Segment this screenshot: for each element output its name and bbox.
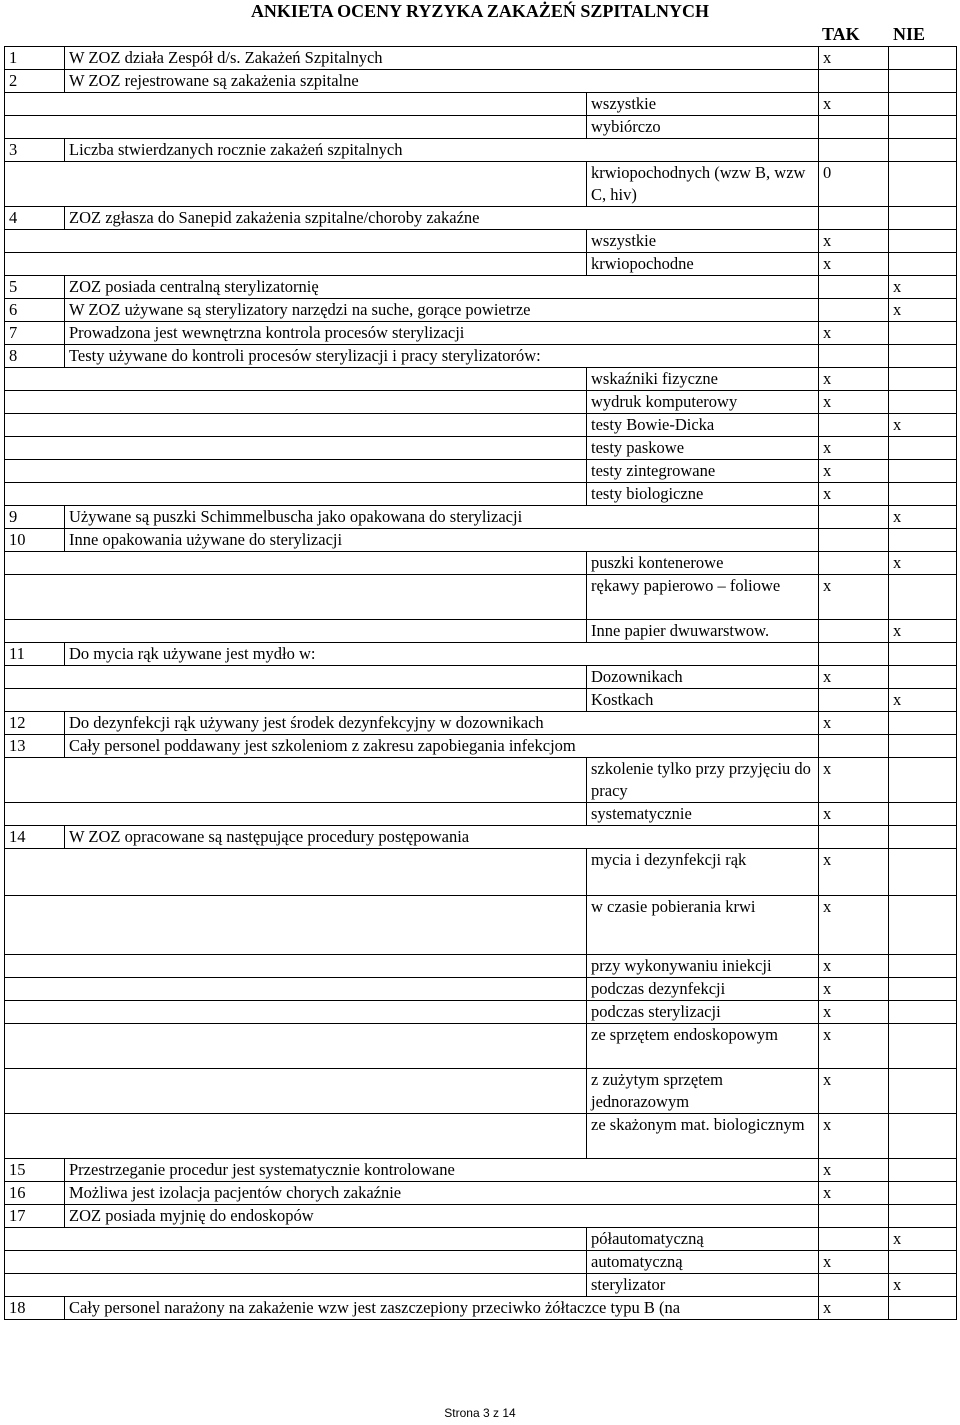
question-number: 18 [5, 1297, 65, 1320]
answer-tak [819, 643, 889, 666]
answer-nie [889, 803, 957, 826]
answer-nie [889, 1024, 957, 1069]
sub-option-label: testy biologiczne [587, 483, 819, 506]
question-number: 1 [5, 47, 65, 70]
question-row [5, 643, 957, 666]
sub-option-label: ze sprzętem endoskopowym [587, 1024, 819, 1069]
document-title: ANKIETA OCENY RYZYKA ZAKAŻEŃ SZPITALNYCH [250, 1, 710, 21]
answer-nie [889, 1114, 957, 1159]
question-row [5, 1159, 957, 1182]
sub-option-row [5, 230, 957, 253]
answer-tak: x [819, 1182, 889, 1205]
answer-nie: x [889, 276, 957, 299]
answer-tak: x [819, 1297, 889, 1320]
sub-option-row [5, 253, 957, 276]
answer-nie [889, 1001, 957, 1024]
question-row [5, 207, 957, 230]
answer-nie [889, 643, 957, 666]
question-number: 17 [5, 1205, 65, 1228]
question-number: 12 [5, 712, 65, 735]
sub-option-row [5, 978, 957, 1001]
sub-option-row [5, 162, 957, 207]
answer-tak: x [819, 93, 889, 116]
question-row [5, 139, 957, 162]
answer-tak: x [819, 955, 889, 978]
answer-nie [889, 116, 957, 139]
answer-tak: x [819, 575, 889, 620]
sub-option-label: krwiopochodnych (wzw B, wzw C, hiv) [587, 162, 819, 207]
question-text: Cały personel poddawany jest szkoleniom z zakresu zapobiegania infekcjom [65, 735, 819, 758]
question-number: 15 [5, 1159, 65, 1182]
question-number: 10 [5, 529, 65, 552]
question-row [5, 1182, 957, 1205]
sub-option-label: krwiopochodne [587, 253, 819, 276]
answer-nie [889, 437, 957, 460]
empty-cell [5, 1251, 587, 1274]
answer-nie [889, 162, 957, 207]
sub-option-label: testy paskowe [587, 437, 819, 460]
sub-option-label: wydruk komputerowy [587, 391, 819, 414]
question-number: 13 [5, 735, 65, 758]
answer-tak: x [819, 1251, 889, 1274]
empty-cell [5, 849, 587, 896]
answer-tak: x [819, 1069, 889, 1114]
question-row [5, 47, 957, 70]
answer-nie [889, 666, 957, 689]
sub-option-label: Inne papier dwuwarstwow. [587, 620, 819, 643]
sub-option-label: puszki kontenerowe [587, 552, 819, 575]
empty-cell [5, 896, 587, 955]
sub-option-row [5, 803, 957, 826]
question-row [5, 299, 957, 322]
answer-nie: x [889, 1274, 957, 1297]
sub-option-label: ze skażonym mat. biologicznym [587, 1114, 819, 1159]
empty-cell [5, 1069, 587, 1114]
empty-cell [5, 620, 587, 643]
answer-tak [819, 139, 889, 162]
answer-nie [889, 345, 957, 368]
sub-option-row [5, 1274, 957, 1297]
sub-option-label: szkolenie tylko przy przyjęciu do pracy [587, 758, 819, 803]
question-text: Testy używane do kontroli procesów sterylizacji i pracy sterylizatorów: [65, 345, 819, 368]
answer-tak: x [819, 758, 889, 803]
answer-tak: x [819, 666, 889, 689]
sub-option-row [5, 437, 957, 460]
sub-option-label: z zużytym sprzętem jednorazowym [587, 1069, 819, 1114]
question-number: 5 [5, 276, 65, 299]
sub-option-label: wszystkie [587, 230, 819, 253]
question-number: 14 [5, 826, 65, 849]
sub-option-label: systematycznie [587, 803, 819, 826]
sub-option-row [5, 1024, 957, 1069]
sub-option-label: w czasie pobierania krwi [587, 896, 819, 955]
answer-tak [819, 1205, 889, 1228]
answer-tak [819, 70, 889, 93]
question-text: Przestrzeganie procedur jest systematycznie kontrolowane [65, 1159, 819, 1182]
question-row [5, 735, 957, 758]
answer-nie [889, 253, 957, 276]
answer-tak [819, 689, 889, 712]
question-row [5, 826, 957, 849]
question-text: Cały personel narażony na zakażenie wzw jest zaszczepiony przeciwko żółtaczce typu B (na [65, 1297, 819, 1320]
answer-tak [819, 414, 889, 437]
sub-option-row [5, 93, 957, 116]
question-row [5, 712, 957, 735]
question-number: 4 [5, 207, 65, 230]
sub-option-row [5, 1069, 957, 1114]
question-number: 3 [5, 139, 65, 162]
answer-tak: x [819, 47, 889, 70]
answer-tak [819, 826, 889, 849]
answer-nie [889, 368, 957, 391]
empty-cell [5, 1001, 587, 1024]
sub-option-row [5, 849, 957, 896]
question-text: Liczba stwierdzanych rocznie zakażeń szpitalnych [65, 139, 819, 162]
answer-tak: 0 [819, 162, 889, 207]
question-text: W ZOZ rejestrowane są zakażenia szpitalne [65, 70, 819, 93]
empty-cell [5, 1114, 587, 1159]
answer-nie [889, 758, 957, 803]
answer-nie [889, 955, 957, 978]
sub-option-row [5, 1251, 957, 1274]
sub-option-label: testy Bowie-Dicka [587, 414, 819, 437]
empty-cell [5, 978, 587, 1001]
answer-tak [819, 116, 889, 139]
sub-option-label: wszystkie [587, 93, 819, 116]
question-text: W ZOZ opracowane są następujące procedury postępowania [65, 826, 819, 849]
answer-nie [889, 230, 957, 253]
question-text: Możliwa jest izolacja pacjentów chorych zakaźnie [65, 1182, 819, 1205]
question-number: 8 [5, 345, 65, 368]
empty-cell [5, 666, 587, 689]
empty-cell [5, 552, 587, 575]
answer-nie [889, 1069, 957, 1114]
empty-cell [5, 1024, 587, 1069]
question-text: W ZOZ działa Zespół d/s. Zakażeń Szpitalnych [65, 47, 819, 70]
empty-cell [5, 758, 587, 803]
sub-option-label: sterylizator [587, 1274, 819, 1297]
sub-option-label: Kostkach [587, 689, 819, 712]
answer-tak: x [819, 803, 889, 826]
answer-nie [889, 978, 957, 1001]
answer-nie [889, 1159, 957, 1182]
sub-option-row [5, 896, 957, 955]
answer-tak [819, 345, 889, 368]
answer-nie [889, 139, 957, 162]
answer-tak: x [819, 253, 889, 276]
answer-tak [819, 1228, 889, 1251]
answer-nie [889, 1182, 957, 1205]
sub-option-row [5, 368, 957, 391]
answer-tak [819, 735, 889, 758]
answer-nie [889, 896, 957, 955]
question-text: Używane są puszki Schimmelbuscha jako opakowana do sterylizacji [65, 506, 819, 529]
question-text: Do mycia rąk używane jest mydło w: [65, 643, 819, 666]
empty-cell [5, 575, 587, 620]
sub-option-row [5, 955, 957, 978]
answer-nie [889, 207, 957, 230]
answer-tak: x [819, 1024, 889, 1069]
sub-option-row [5, 391, 957, 414]
empty-cell [5, 414, 587, 437]
question-text: ZOZ zgłasza do Sanepid zakażenia szpitalne/choroby zakaźne [65, 207, 819, 230]
question-row [5, 70, 957, 93]
answer-nie [889, 1205, 957, 1228]
answer-nie [889, 575, 957, 620]
question-text: ZOZ posiada myjnię do endoskopów [65, 1205, 819, 1228]
sub-option-row [5, 116, 957, 139]
sub-option-row [5, 1001, 957, 1024]
sub-option-row [5, 460, 957, 483]
answer-tak [819, 276, 889, 299]
sub-option-label: podczas sterylizacji [587, 1001, 819, 1024]
answer-nie [889, 93, 957, 116]
empty-cell [5, 483, 587, 506]
question-row [5, 276, 957, 299]
answer-nie [889, 1251, 957, 1274]
empty-cell [5, 955, 587, 978]
answer-tak: x [819, 849, 889, 896]
answer-nie [889, 322, 957, 345]
answer-nie [889, 1297, 957, 1320]
page-footer: Strona 3 z 14 [444, 1406, 516, 1420]
answer-tak [819, 620, 889, 643]
question-number: 9 [5, 506, 65, 529]
empty-cell [5, 368, 587, 391]
empty-cell [5, 437, 587, 460]
sub-option-row [5, 575, 957, 620]
sub-option-row [5, 620, 957, 643]
column-header-tak: TAK [822, 24, 860, 44]
answer-tak [819, 506, 889, 529]
answer-tak: x [819, 460, 889, 483]
answer-tak: x [819, 391, 889, 414]
answer-tak: x [819, 437, 889, 460]
sub-option-row [5, 1114, 957, 1159]
sub-option-label: wskaźniki fizyczne [587, 368, 819, 391]
answer-tak [819, 552, 889, 575]
sub-option-row [5, 758, 957, 803]
answer-nie: x [889, 1228, 957, 1251]
answer-nie: x [889, 506, 957, 529]
answer-nie: x [889, 689, 957, 712]
sub-option-label: podczas dezynfekcji [587, 978, 819, 1001]
sub-option-row [5, 689, 957, 712]
answer-nie [889, 826, 957, 849]
sub-option-row [5, 1228, 957, 1251]
question-number: 11 [5, 643, 65, 666]
answer-tak [819, 1274, 889, 1297]
answer-nie [889, 735, 957, 758]
answer-tak: x [819, 712, 889, 735]
question-text: Do dezynfekcji rąk używany jest środek dezynfekcyjny w dozownikach [65, 712, 819, 735]
answer-tak: x [819, 322, 889, 345]
answer-tak [819, 529, 889, 552]
sub-option-label: wybiórczo [587, 116, 819, 139]
answer-tak: x [819, 978, 889, 1001]
survey-table [4, 46, 957, 1320]
sub-option-row [5, 552, 957, 575]
answer-tak: x [819, 1114, 889, 1159]
answer-nie [889, 460, 957, 483]
empty-cell [5, 460, 587, 483]
answer-nie: x [889, 299, 957, 322]
answer-nie: x [889, 414, 957, 437]
question-row [5, 345, 957, 368]
question-row [5, 506, 957, 529]
sub-option-label: półautomatyczną [587, 1228, 819, 1251]
answer-tak: x [819, 230, 889, 253]
question-number: 7 [5, 322, 65, 345]
answer-tak: x [819, 1001, 889, 1024]
sub-option-label: automatyczną [587, 1251, 819, 1274]
answer-nie [889, 712, 957, 735]
empty-cell [5, 1274, 587, 1297]
answer-nie [889, 483, 957, 506]
answer-nie [889, 391, 957, 414]
question-number: 16 [5, 1182, 65, 1205]
question-row [5, 1297, 957, 1320]
empty-cell [5, 93, 587, 116]
sub-option-row [5, 483, 957, 506]
answer-tak: x [819, 368, 889, 391]
question-text: Prowadzona jest wewnętrzna kontrola procesów sterylizacji [65, 322, 819, 345]
empty-cell [5, 803, 587, 826]
answer-nie [889, 849, 957, 896]
empty-cell [5, 162, 587, 207]
question-text: Inne opakowania używane do sterylizacji [65, 529, 819, 552]
answer-nie: x [889, 552, 957, 575]
answer-tak: x [819, 1159, 889, 1182]
answer-tak [819, 207, 889, 230]
sub-option-label: przy wykonywaniu iniekcji [587, 955, 819, 978]
sub-option-label: mycia i dezynfekcji rąk [587, 849, 819, 896]
answer-tak: x [819, 483, 889, 506]
answer-nie: x [889, 620, 957, 643]
question-text: ZOZ posiada centralną sterylizatornię [65, 276, 819, 299]
empty-cell [5, 689, 587, 712]
empty-cell [5, 253, 587, 276]
sub-option-label: Dozownikach [587, 666, 819, 689]
question-row [5, 1205, 957, 1228]
empty-cell [5, 116, 587, 139]
empty-cell [5, 391, 587, 414]
sub-option-row [5, 414, 957, 437]
question-text: W ZOZ używane są sterylizatory narzędzi na suche, gorące powietrze [65, 299, 819, 322]
sub-option-row [5, 666, 957, 689]
answer-tak: x [819, 896, 889, 955]
question-row [5, 322, 957, 345]
empty-cell [5, 1228, 587, 1251]
sub-option-label: testy zintegrowane [587, 460, 819, 483]
column-header-nie: NIE [893, 24, 926, 44]
empty-cell [5, 230, 587, 253]
answer-nie [889, 47, 957, 70]
question-row [5, 529, 957, 552]
sub-option-label: rękawy papierowo – foliowe [587, 575, 819, 620]
answer-nie [889, 529, 957, 552]
question-number: 6 [5, 299, 65, 322]
answer-tak [819, 299, 889, 322]
answer-nie [889, 70, 957, 93]
question-number: 2 [5, 70, 65, 93]
